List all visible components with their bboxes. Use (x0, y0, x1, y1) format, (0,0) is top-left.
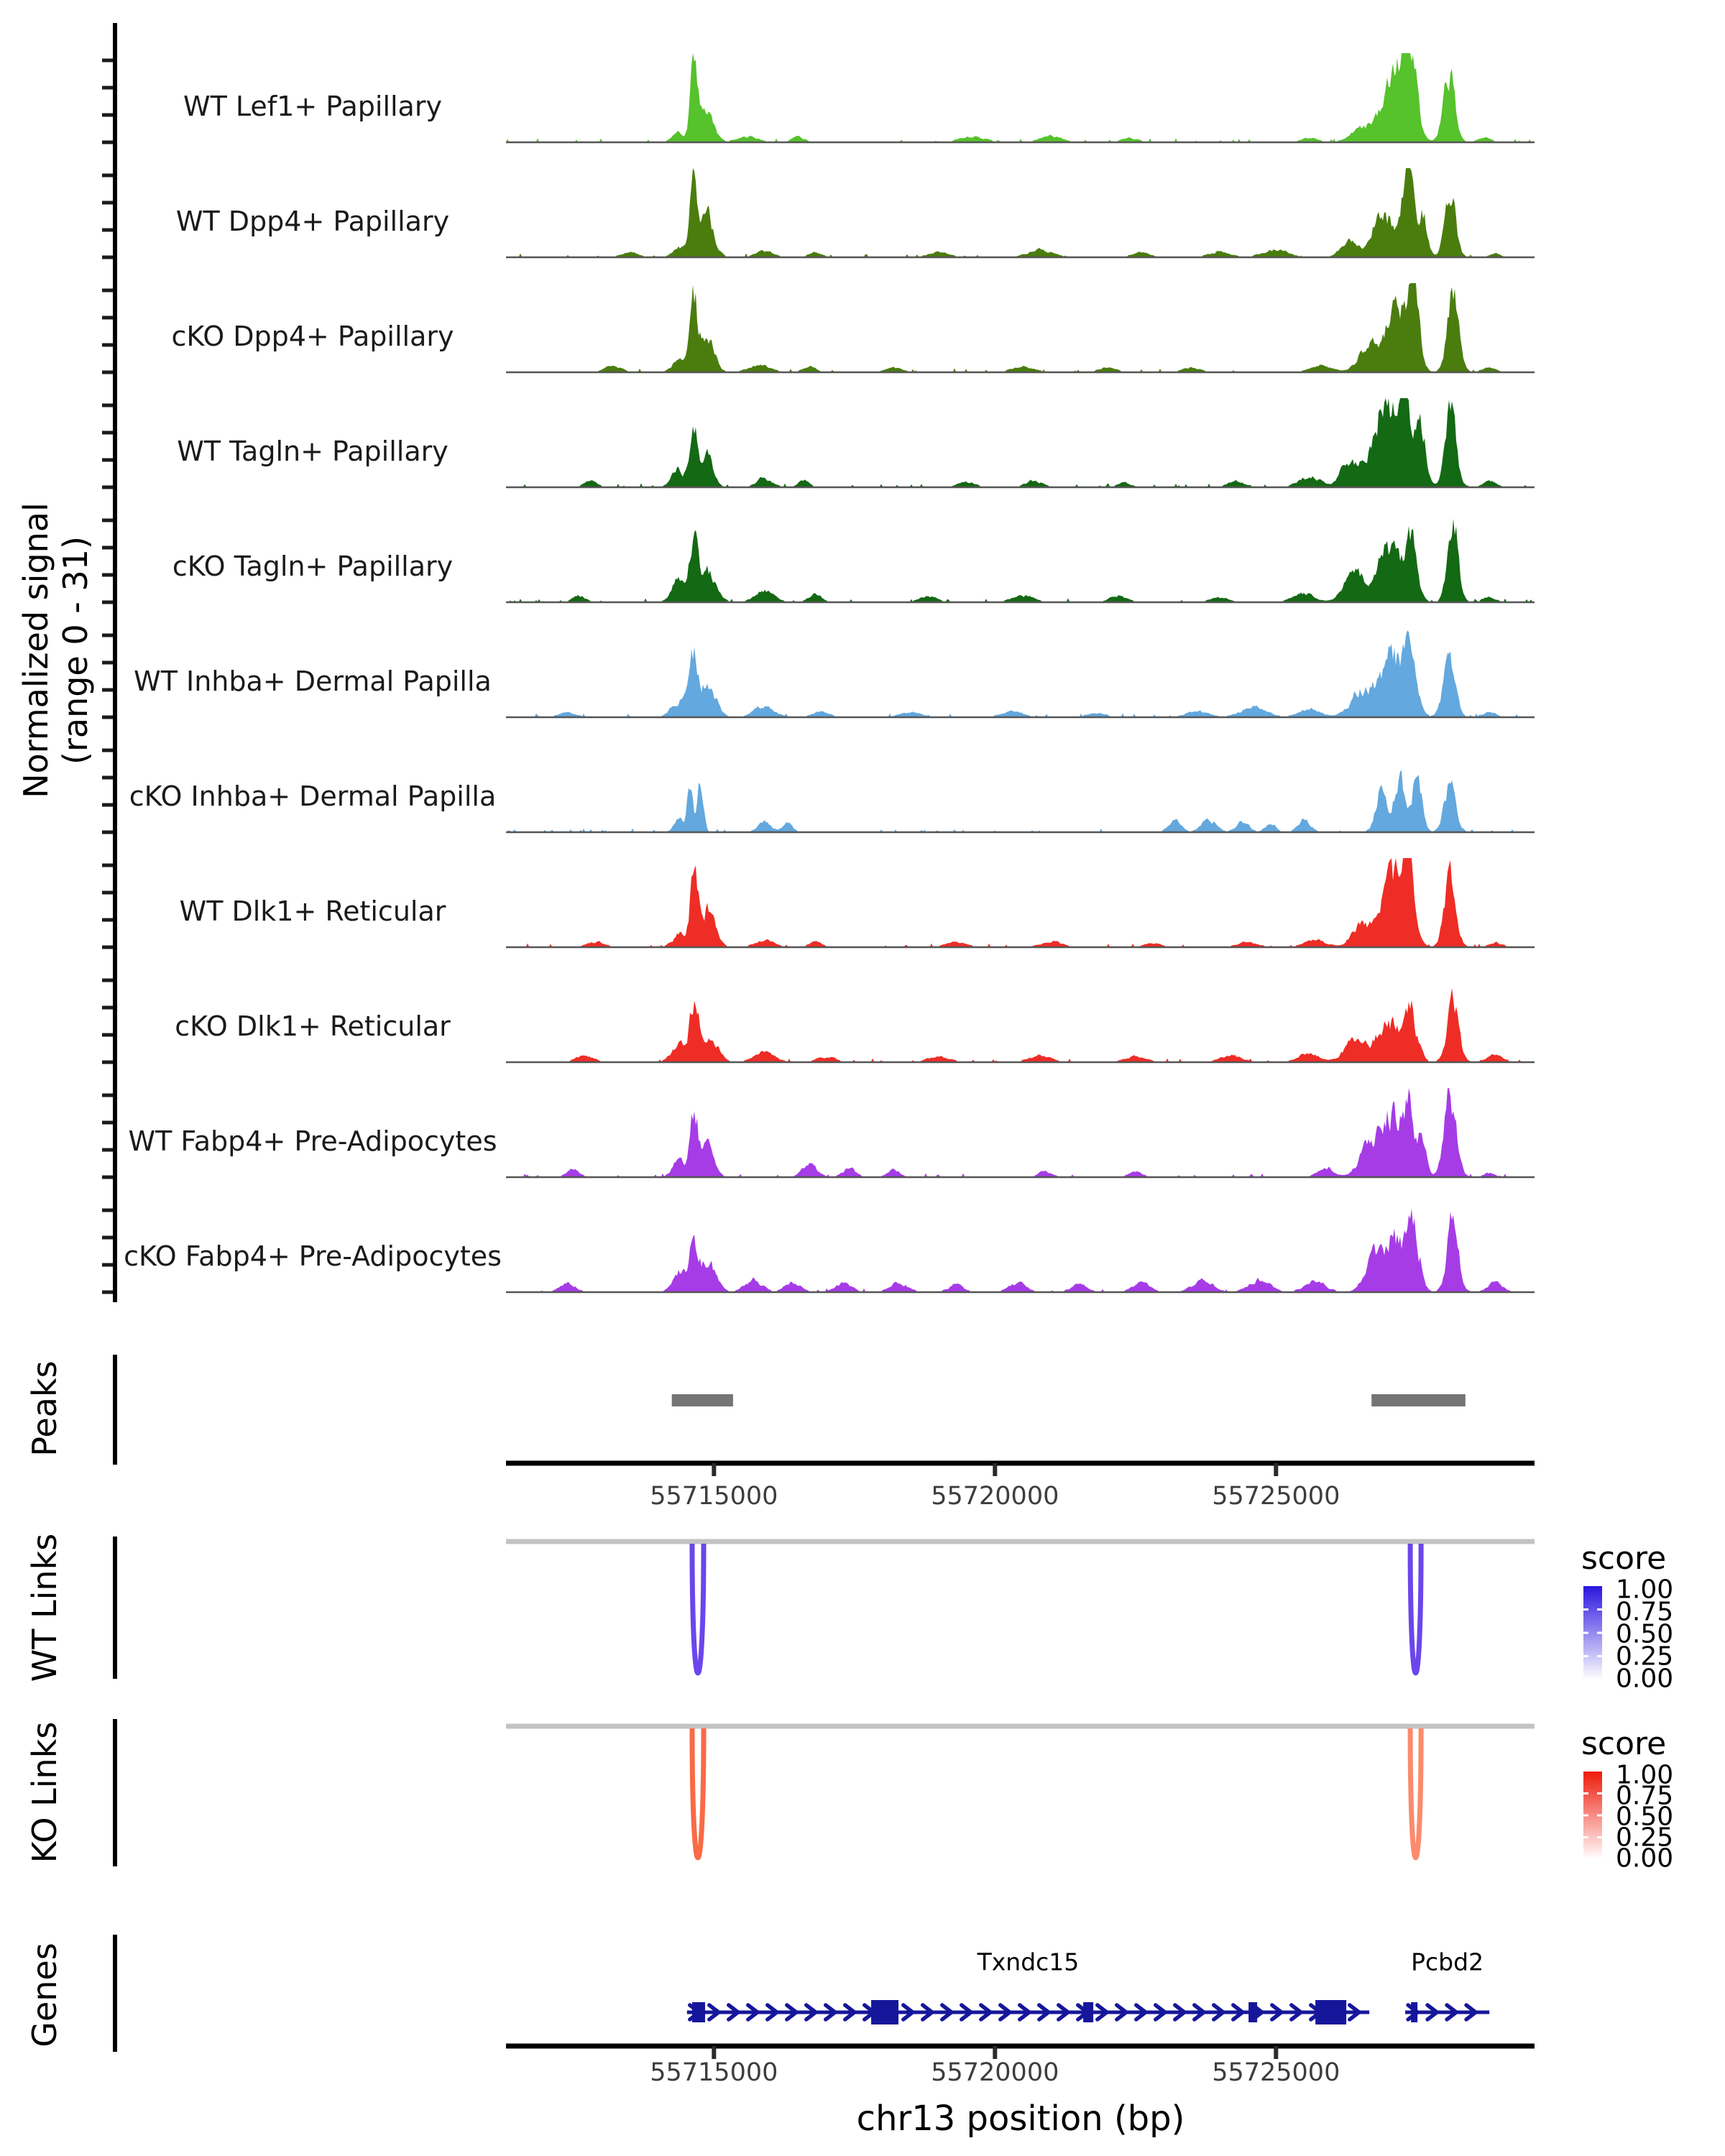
link-arc (1410, 1728, 1421, 1858)
genes-section-label: Genes (25, 1943, 64, 2047)
link-arc (1410, 1544, 1421, 1673)
genome-axis-tick-label: 55725000 (1212, 2058, 1340, 2087)
signal-axis-label-line2: (range 0 - 31) (56, 536, 95, 765)
x-axis-title: chr13 position (bp) (856, 2099, 1185, 2139)
ko-links-section-label: KO Links (25, 1721, 64, 1864)
signal-axis-label-line1: Normalized signal (16, 502, 55, 798)
peak-region (672, 1394, 733, 1406)
track-label: cKO Dpp4+ Papillary (171, 321, 454, 352)
ko-score-label: 0.50 (1616, 1802, 1674, 1832)
coverage-track-1 (506, 53, 1535, 142)
coverage-track-9 (506, 988, 1535, 1062)
link-arc (692, 1544, 704, 1673)
gene-exon (871, 2000, 898, 2024)
genome-axis-tick-label: 55715000 (650, 1482, 778, 1511)
coverage-track-6 (506, 630, 1535, 717)
wt-links-section-label: WT Links (25, 1533, 64, 1682)
colorbar-tick (1583, 1815, 1588, 1817)
colorbar-tick (1583, 1632, 1588, 1634)
signal-axis-label (17, 502, 96, 798)
coverage-track-5 (506, 519, 1535, 602)
ko-score-label: 0.75 (1616, 1781, 1674, 1811)
gene-name-label: Txndc15 (977, 1948, 1080, 1976)
track-label: cKO Fabp4+ Pre-Adipocytes (124, 1240, 502, 1272)
wt-score-label: 0.00 (1616, 1664, 1674, 1694)
track-label: WT Lef1+ Papillary (183, 91, 442, 122)
genome-axis-tick-label: 55720000 (931, 2058, 1059, 2087)
gene-name-label: Pcbd2 (1411, 1948, 1484, 1976)
peaks-section-label: Peaks (25, 1360, 64, 1457)
coverage-track-7 (506, 770, 1535, 832)
coverage-track-11 (506, 1209, 1535, 1292)
gene-exon (1411, 2002, 1417, 2022)
colorbar-tick (1583, 1655, 1588, 1657)
ko-score-label: 0.00 (1616, 1843, 1674, 1874)
colorbar-tick (1597, 1608, 1602, 1611)
colorbar-tick (1597, 1632, 1602, 1634)
wt-score-label: 0.50 (1616, 1619, 1674, 1649)
colorbar-tick (1597, 1655, 1602, 1657)
track-label: cKO Dlk1+ Reticular (175, 1010, 451, 1042)
ko-score-label: 0.25 (1616, 1823, 1674, 1853)
peak-region (1371, 1394, 1466, 1406)
track-label: WT Dpp4+ Papillary (175, 206, 450, 237)
coverage-track-2 (506, 168, 1535, 257)
colorbar-tick (1597, 1836, 1602, 1838)
wt-score-label: 0.25 (1616, 1641, 1674, 1672)
colorbar-tick (1583, 1836, 1588, 1838)
track-label: cKO Tagln+ Papillary (172, 550, 454, 582)
colorbar-tick (1597, 1792, 1602, 1795)
track-label: WT Inhba+ Dermal Papilla (134, 665, 492, 697)
gene-exon (692, 2002, 705, 2022)
genome-axis-tick-label: 55725000 (1212, 1482, 1340, 1511)
ko-score-legend-title: score (1581, 1726, 1667, 1762)
wt-score-label: 0.75 (1616, 1597, 1674, 1627)
link-arc (692, 1728, 704, 1858)
genome-axis-tick-label: 55720000 (931, 1482, 1059, 1511)
ko-score-label: 1.00 (1616, 1760, 1674, 1790)
wt-score-legend-title: score (1581, 1540, 1667, 1577)
coverage-track-3 (506, 283, 1535, 372)
gene-exon (1083, 2002, 1093, 2022)
gene-exon (1315, 2000, 1346, 2024)
coverage-track-4 (506, 398, 1535, 487)
colorbar-tick (1583, 1608, 1588, 1611)
genome-axis-tick-label: 55715000 (650, 2058, 778, 2087)
coverage-track-10 (506, 1088, 1535, 1177)
track-label: WT Dlk1+ Reticular (179, 895, 446, 927)
colorbar-tick (1583, 1792, 1588, 1795)
coverage-track-8 (506, 858, 1535, 947)
gene-exon (1248, 2002, 1257, 2022)
track-label: WT Fabp4+ Pre-Adipocytes (128, 1125, 497, 1157)
colorbar-tick (1597, 1815, 1602, 1817)
wt-score-label: 1.00 (1616, 1575, 1674, 1605)
track-label: cKO Inhba+ Dermal Papilla (129, 780, 497, 812)
track-label: WT Tagln+ Papillary (177, 436, 448, 467)
